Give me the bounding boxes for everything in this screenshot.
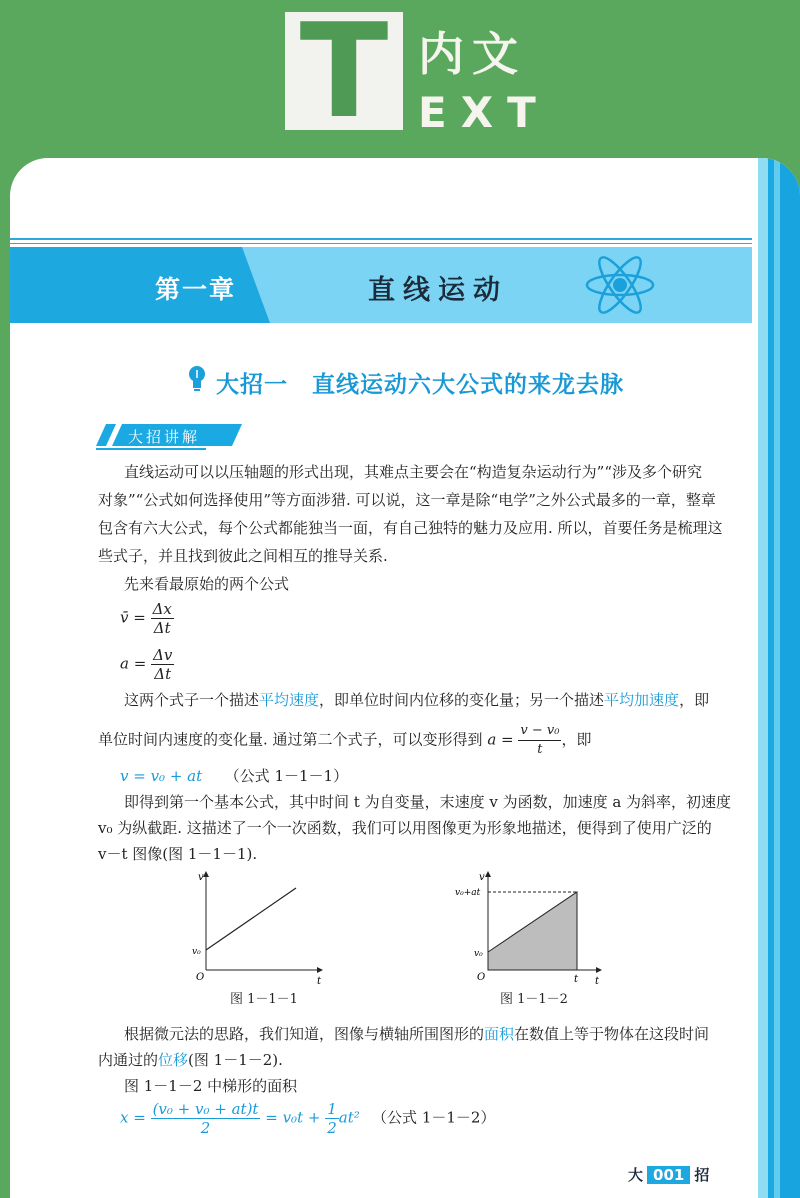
tag-underline (96, 448, 206, 450)
logo-box (285, 0, 403, 147)
v0-label: v₀ (474, 949, 483, 959)
paragraph-line: 根据微元法的思路，我们知道，图像与横轴所围图形的面积在数值上等于物体在这段时间 (124, 1025, 710, 1043)
origin-label: O (477, 972, 486, 983)
chapter-title: 直线运动 (368, 275, 508, 306)
x-axis-label: t (317, 976, 322, 987)
figure-1-1-1 (190, 868, 335, 988)
logo-chinese-text: 内文 (418, 27, 526, 81)
y-axis-label: v (198, 872, 204, 883)
section-tag: 大招讲解 (128, 428, 201, 446)
x-axis-label: t (595, 976, 600, 987)
band-line (10, 238, 752, 240)
formula-average-acceleration: a = $\frac{\Delta v}{\Delta t}$ (120, 646, 173, 683)
paragraph-line: 些式子，并且找到彼此之间相互的推导关系. (98, 547, 388, 565)
section-title: 大招一 直线运动六大公式的来龙去脉 (216, 371, 624, 398)
paragraph-line: 直线运动可以以压轴题的形式出现，其难点主要会在“构造复杂运动行为”“涉及多个研究 (124, 463, 703, 481)
paragraph-line: 包含有六大公式，每个公式都能独当一面，有自己独特的魅力及应用. 所以，首要任务是梳理这 (98, 519, 723, 537)
paragraph-line: 这两个式子一个描述平均速度，即单位时间内位移的变化量；另一个描述平均加速度，即 (124, 691, 710, 709)
paragraph-line: 单位时间内速度的变化量. 通过第二个式子，可以变形得到 a = $\frac{\text{v − v₀}}{t}$ ，即 (98, 723, 592, 757)
page-number: 大 001 招 (628, 1166, 710, 1184)
y-axis-label: v (479, 872, 485, 883)
highlight-term: 面积 (484, 1025, 515, 1043)
t-mark-label: t (574, 974, 579, 985)
paragraph-line: 对象”“公式如何选择使用”等方面涉猎. 可以说，这一章是除“电学”之外公式最多的一章，整章 (98, 491, 716, 509)
origin-label: O (196, 972, 205, 983)
velocity-line (206, 888, 296, 950)
lightbulb-icon (186, 364, 208, 392)
formula-average-velocity: v̄ = $\frac{\Delta x}{\Delta t}$ (120, 600, 172, 637)
highlight-term: 平均速度 (259, 691, 320, 709)
v0-label: v₀ (192, 947, 201, 957)
band-line (10, 243, 752, 244)
page-spine (758, 158, 800, 1198)
paragraph-line: 即得到第一个基本公式，其中时间 t 为自变量，末速度 v 为函数，加速度 a 为斜率，初速度 (124, 793, 732, 811)
paragraph-line: 图 1－1－2 中梯形的面积 (124, 1077, 298, 1095)
vtop-label: v₀+at (455, 888, 481, 898)
trapezoid-area (488, 892, 577, 970)
paragraph-line: 内通过的位移(图 1－1－2). (98, 1051, 283, 1069)
paragraph-line: v－t 图像(图 1－1－1). (98, 845, 258, 863)
logo-letter: T (299, 0, 389, 147)
atom-icon (584, 256, 656, 314)
figure-caption: 图 1－1－2 (500, 992, 568, 1007)
highlight-term: 平均加速度 (604, 691, 680, 709)
highlight-term: 位移 (158, 1051, 189, 1069)
chapter-number: 第一章 (155, 275, 237, 304)
formula-1-1-1: v = v₀ + at （公式 1－1－1） (120, 767, 349, 785)
figure-1-1-2 (455, 868, 610, 988)
formula-1-1-2: x = $\frac{\text{(v₀ + v₀ + at)t}}{2}$ = v₀t + $\frac{1}{2}$ at² （公式 1－1－2） (120, 1100, 496, 1137)
logo-english-text: EXT (418, 88, 550, 137)
paragraph-line: v₀ 为纵截距. 这描述了一个一次函数，我们可以用图像更为形象地描述，便得到了使用广泛的 (98, 819, 712, 837)
figure-caption: 图 1－1－1 (230, 992, 298, 1007)
paragraph-line: 先来看最原始的两个公式 (124, 575, 290, 593)
